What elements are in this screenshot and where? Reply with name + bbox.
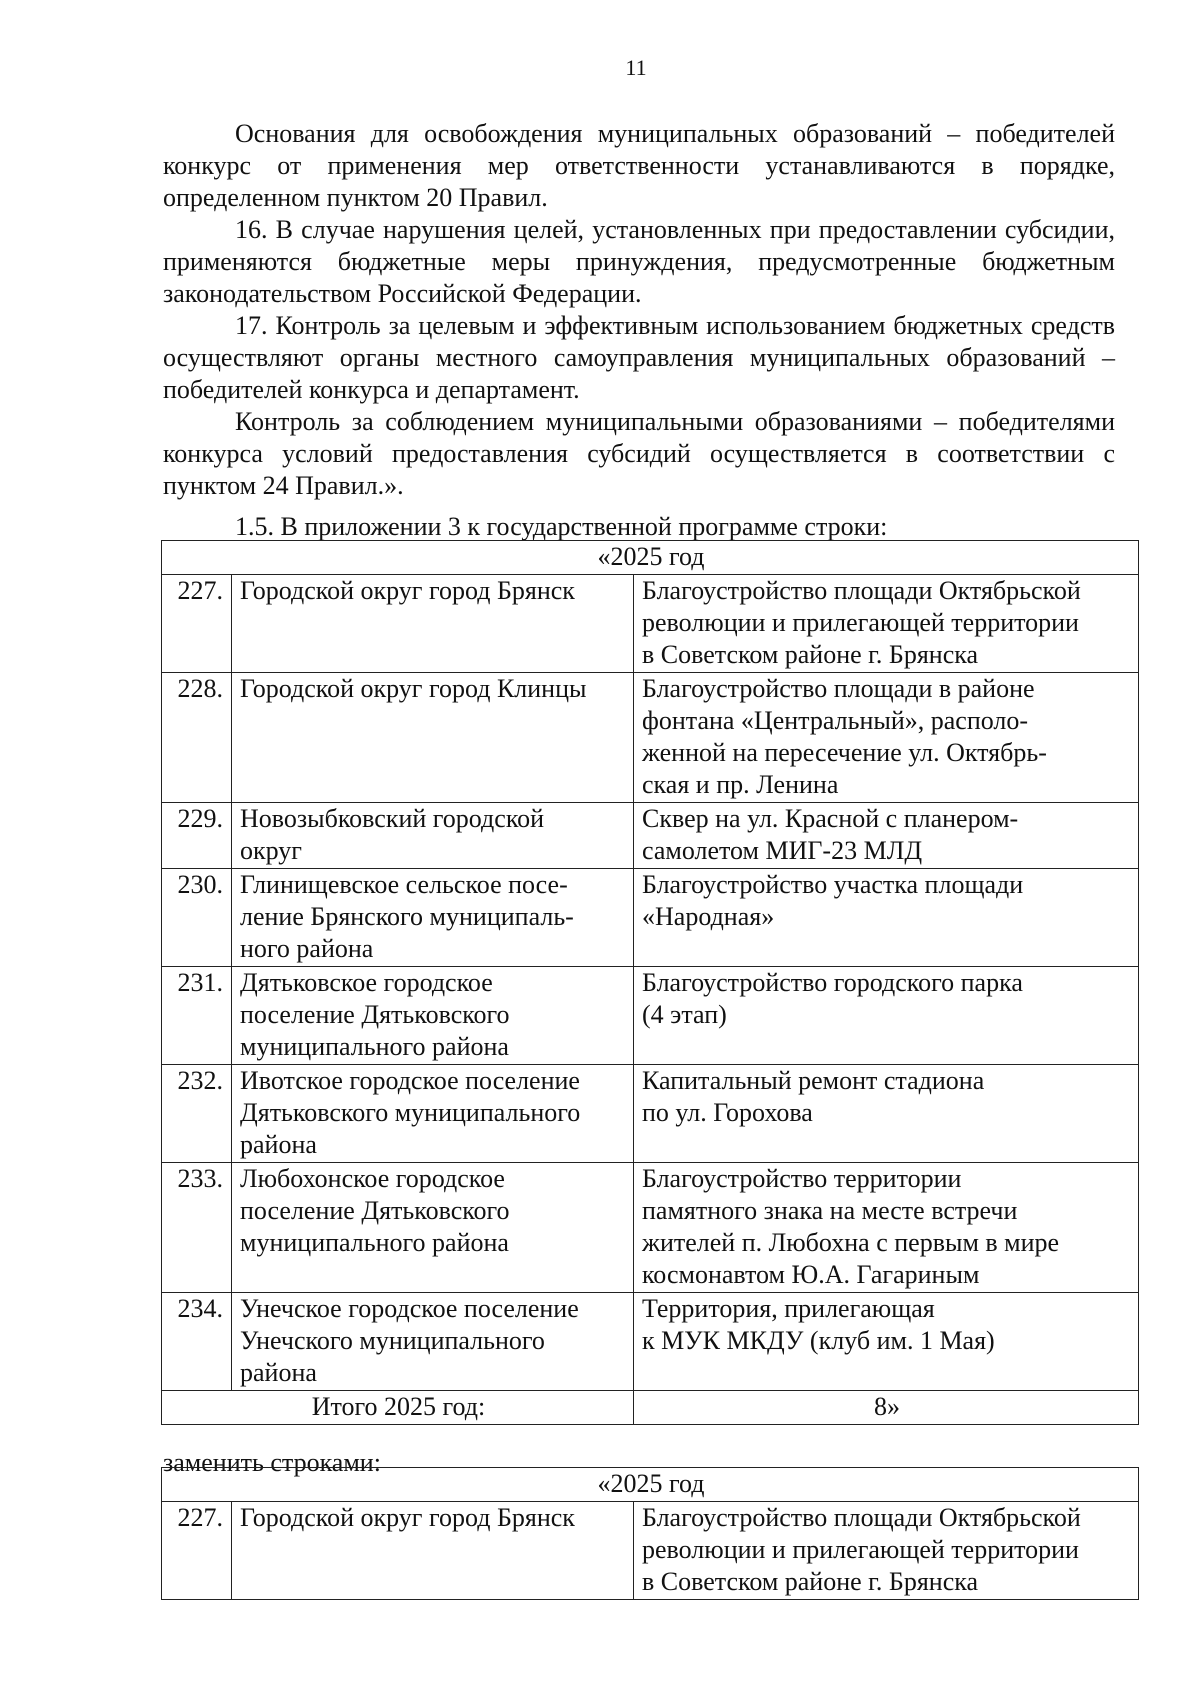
project-cell: Сквер на ул. Красной с планером- самолетом МИГ-23 МЛД: [634, 803, 1139, 869]
body-text: [163, 118, 1115, 502]
project-cell: Благоустройство площади Октябрьской революции и прилегающей территории в Советском районе г. Брянска: [634, 1502, 1139, 1600]
municipality-cell: Глинищевское сельское посе- ление Брянского муниципаль- ного района: [232, 869, 634, 967]
row-number: 229.: [162, 803, 232, 869]
table-replacement-rows: [161, 1467, 1139, 1600]
project-cell: Благоустройство площади в районе фонтана «Центральный», располо- женной на пересечение ул. Октябрь- ская и пр. Ленина: [634, 673, 1139, 803]
project-cell: Благоустройство территории памятного знака на месте встречи жителей п. Любохна с первым в мире космонавтом Ю.А. Гагариным: [634, 1163, 1139, 1293]
municipality-cell: Ивотское городское поселение Дятьковского муниципального района: [232, 1065, 634, 1163]
table-row: [162, 1502, 1139, 1600]
paragraph-control: Контроль за соблюдением муниципальными образованиями – победителями конкурса условий предоставления субсидий осуществляется в соответствии с пунктом 24 Правил.».: [163, 407, 1115, 500]
municipality-cell: Любохонское городское поселение Дятьковского муниципального района: [232, 1163, 634, 1293]
table-total-row: [162, 1391, 1139, 1425]
project-cell: Благоустройство участка площади «Народная»: [634, 869, 1139, 967]
paragraph-16: 16. В случае нарушения целей, установленных при предоставлении субсидии, применяются бюджетные меры принуждения, предусмотренные бюджетным законодательством Российской Федерации.: [163, 215, 1115, 308]
paragraph-17: 17. Контроль за целевым и эффективным использованием бюджетных средств осуществляют органы местного самоуправления муниципальных образований – победителей конкурса и департамент.: [163, 311, 1115, 404]
row-number: 231.: [162, 967, 232, 1065]
table-row: [162, 575, 1139, 673]
project-cell: Благоустройство городского парка (4 этап): [634, 967, 1139, 1065]
table-row: [162, 869, 1139, 967]
table-row: [162, 673, 1139, 803]
row-number: 227.: [162, 1502, 232, 1600]
paragraph-exemption-grounds: Основания для освобождения муниципальных образований – победителей конкурс от применения мер ответственности устанавливаются в порядке, определенном пунктом 20 Правил.: [163, 119, 1115, 212]
row-number: 233.: [162, 1163, 232, 1293]
row-number: 227.: [162, 575, 232, 673]
row-number: 234.: [162, 1293, 232, 1391]
page-number: 11: [625, 55, 647, 80]
table-row: [162, 967, 1139, 1065]
replace-label: заменить строками:: [163, 1448, 381, 1477]
table-row: [162, 1293, 1139, 1391]
year-header: «2025 год: [162, 541, 1139, 575]
municipality-cell: Унечское городское поселение Унечского муниципального района: [232, 1293, 634, 1391]
table-original-rows: [161, 540, 1139, 1425]
row-number: 232.: [162, 1065, 232, 1163]
municipality-cell: Дятьковское городское поселение Дятьковского муниципального района: [232, 967, 634, 1065]
municipality-cell: Городской округ город Клинцы: [232, 673, 634, 803]
project-cell: Благоустройство площади Октябрьской революции и прилегающей территории в Советском районе г. Брянска: [634, 575, 1139, 673]
row-number: 228.: [162, 673, 232, 803]
row-number: 230.: [162, 869, 232, 967]
year-header: «2025 год: [162, 1468, 1139, 1502]
municipality-cell: Новозыбковский городской округ: [232, 803, 634, 869]
project-cell: Капитальный ремонт стадиона по ул. Горохова: [634, 1065, 1139, 1163]
municipality-cell: Городской округ город Брянск: [232, 575, 634, 673]
table-row: [162, 1065, 1139, 1163]
table-header-row: [162, 1468, 1139, 1502]
table-header-row: [162, 541, 1139, 575]
total-label: Итого 2025 год:: [162, 1391, 634, 1425]
municipality-cell: Городской округ город Брянск: [232, 1502, 634, 1600]
project-cell: Территория, прилегающая к МУК МКДУ (клуб им. 1 Мая): [634, 1293, 1139, 1391]
total-value: 8»: [634, 1391, 1139, 1425]
table-row: [162, 1163, 1139, 1293]
table-row: [162, 803, 1139, 869]
section-caption: 1.5. В приложении 3 к государственной программе строки:: [235, 512, 888, 541]
